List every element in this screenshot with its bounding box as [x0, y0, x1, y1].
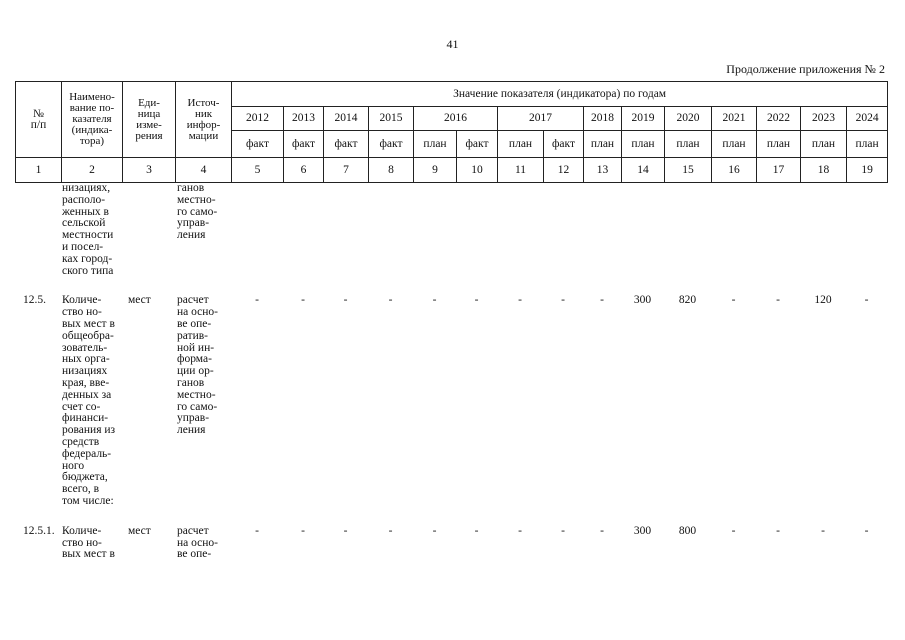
- header-indicator-name: Наимено- вание по- казателя (индика- тора): [62, 82, 123, 158]
- header-value-type: факт: [232, 131, 284, 158]
- header-value-type: факт: [369, 131, 414, 158]
- header-value-type: факт: [284, 131, 324, 158]
- row-value: [711, 183, 756, 277]
- column-number: 3: [123, 158, 176, 183]
- indicator-table-header: [15, 81, 888, 183]
- column-number: 5: [232, 158, 284, 183]
- row-source: расчет на осно- ве опе-: [177, 525, 219, 561]
- column-number: 4: [176, 158, 232, 183]
- header-value-type: факт: [457, 131, 498, 158]
- header-year: 2017: [498, 107, 584, 131]
- row-indicator-name: низациях, располо- женных в сельской местности и посел- ках город- ского типа: [62, 183, 114, 277]
- row-code: 12.5.: [23, 295, 46, 307]
- row-value: 300: [633, 295, 652, 307]
- header-year: 2013: [284, 107, 324, 131]
- row-value: 300: [633, 525, 652, 537]
- header-value-type: факт: [544, 131, 584, 158]
- page-number: 41: [446, 37, 459, 51]
- column-number: 15: [665, 158, 712, 183]
- column-number: 14: [622, 158, 665, 183]
- row-value: -: [343, 525, 348, 537]
- row-value: [413, 183, 456, 277]
- row-value: -: [864, 295, 869, 307]
- row-value: -: [301, 525, 305, 537]
- column-number: 7: [324, 158, 369, 183]
- row-unit: [122, 183, 175, 277]
- row-value: -: [474, 525, 479, 537]
- header-year: 2024: [847, 107, 888, 131]
- row-value: [543, 183, 583, 277]
- header-year: 2016: [414, 107, 498, 131]
- row-value: [497, 183, 543, 277]
- header-year: 2019: [622, 107, 665, 131]
- header-year: 2018: [584, 107, 622, 131]
- column-number: 8: [369, 158, 414, 183]
- column-number: 9: [414, 158, 457, 183]
- header-value-type: план: [757, 131, 801, 158]
- row-value: [621, 183, 664, 277]
- row-value: -: [432, 525, 437, 537]
- row-unit: мест: [128, 295, 151, 307]
- row-value: -: [388, 525, 393, 537]
- row-value: -: [821, 525, 825, 537]
- column-number: 16: [712, 158, 757, 183]
- header-year: 2014: [324, 107, 369, 131]
- row-value: [583, 183, 621, 277]
- header-values-by-year: Значение показателя (индикатора) по годам: [232, 82, 888, 107]
- row-value: [283, 183, 323, 277]
- row-value: 820: [678, 295, 697, 307]
- header-value-type: план: [584, 131, 622, 158]
- header-year: 2022: [757, 107, 801, 131]
- row-value: [800, 183, 846, 277]
- table-row: [15, 526, 887, 561]
- column-number: 2: [62, 158, 123, 183]
- column-number: 18: [801, 158, 847, 183]
- row-value: -: [388, 295, 393, 307]
- row-value: 120: [814, 295, 832, 307]
- row-code: 12.5.1.: [23, 525, 55, 537]
- row-value: [846, 183, 887, 277]
- row-value: -: [343, 295, 348, 307]
- table-row: [15, 295, 887, 507]
- header-value-type: план: [665, 131, 712, 158]
- header-value-type: план: [847, 131, 888, 158]
- row-value: [323, 183, 368, 277]
- header-value-type: план: [414, 131, 457, 158]
- header-unit: Еди- ница изме- рения: [123, 82, 176, 158]
- header-value-type: факт: [324, 131, 369, 158]
- row-value: -: [301, 295, 305, 307]
- column-number: 17: [757, 158, 801, 183]
- row-value: [664, 183, 711, 277]
- row-spacer: [15, 277, 887, 295]
- row-spacer: [15, 508, 887, 526]
- row-value: -: [561, 525, 565, 537]
- row-value: -: [731, 295, 736, 307]
- row-value: -: [864, 525, 869, 537]
- row-value: -: [518, 295, 522, 307]
- header-year: 2021: [712, 107, 757, 131]
- column-number: 13: [584, 158, 622, 183]
- header-source: Источ- ник инфор- мации: [176, 82, 232, 158]
- row-value: -: [776, 525, 780, 537]
- row-value: -: [474, 295, 479, 307]
- header-value-type: план: [712, 131, 757, 158]
- indicator-table-body: [15, 183, 887, 561]
- row-indicator-name: Количе- ство но- вых мест в общеобра- зователь- ных орга- низациях края, вве- денных за счет со- финанси- рования из средств федераль- ного бюджета, всего, в том числе:: [62, 295, 116, 507]
- header-number: № п/п: [16, 82, 62, 158]
- row-source: расчет на осно- ве опе- ратив- ной ин- форма- ции ор- ганов местно- го само- управ- ления: [177, 295, 219, 437]
- column-number: 1: [16, 158, 62, 183]
- column-number: 19: [847, 158, 888, 183]
- row-value: -: [600, 295, 604, 307]
- header-year: 2020: [665, 107, 712, 131]
- row-value: -: [561, 295, 565, 307]
- row-unit: мест: [128, 525, 151, 537]
- appendix-note: Продолжение приложения № 2: [726, 62, 885, 76]
- row-indicator-name: Количе- ство но- вых мест в: [62, 525, 115, 561]
- row-value: -: [255, 525, 259, 537]
- row-value: -: [731, 525, 736, 537]
- row-value: [456, 183, 497, 277]
- header-value-type: план: [801, 131, 847, 158]
- table-row: [15, 183, 887, 277]
- row-value: [231, 183, 283, 277]
- row-value: -: [600, 525, 604, 537]
- row-source: ганов местно- го само- управ- ления: [177, 183, 218, 242]
- column-number: 6: [284, 158, 324, 183]
- row-value: [368, 183, 413, 277]
- row-value: -: [255, 295, 259, 307]
- header-year: 2023: [801, 107, 847, 131]
- row-value: [756, 183, 800, 277]
- column-number: 10: [457, 158, 498, 183]
- row-value: -: [432, 295, 437, 307]
- header-year: 2015: [369, 107, 414, 131]
- row-value: -: [776, 295, 780, 307]
- header-year: 2012: [232, 107, 284, 131]
- row-value: -: [518, 525, 522, 537]
- header-value-type: план: [622, 131, 665, 158]
- row-value: 800: [678, 525, 697, 537]
- column-number: 11: [498, 158, 544, 183]
- row-code: [15, 183, 61, 277]
- column-number: 12: [544, 158, 584, 183]
- header-value-type: план: [498, 131, 544, 158]
